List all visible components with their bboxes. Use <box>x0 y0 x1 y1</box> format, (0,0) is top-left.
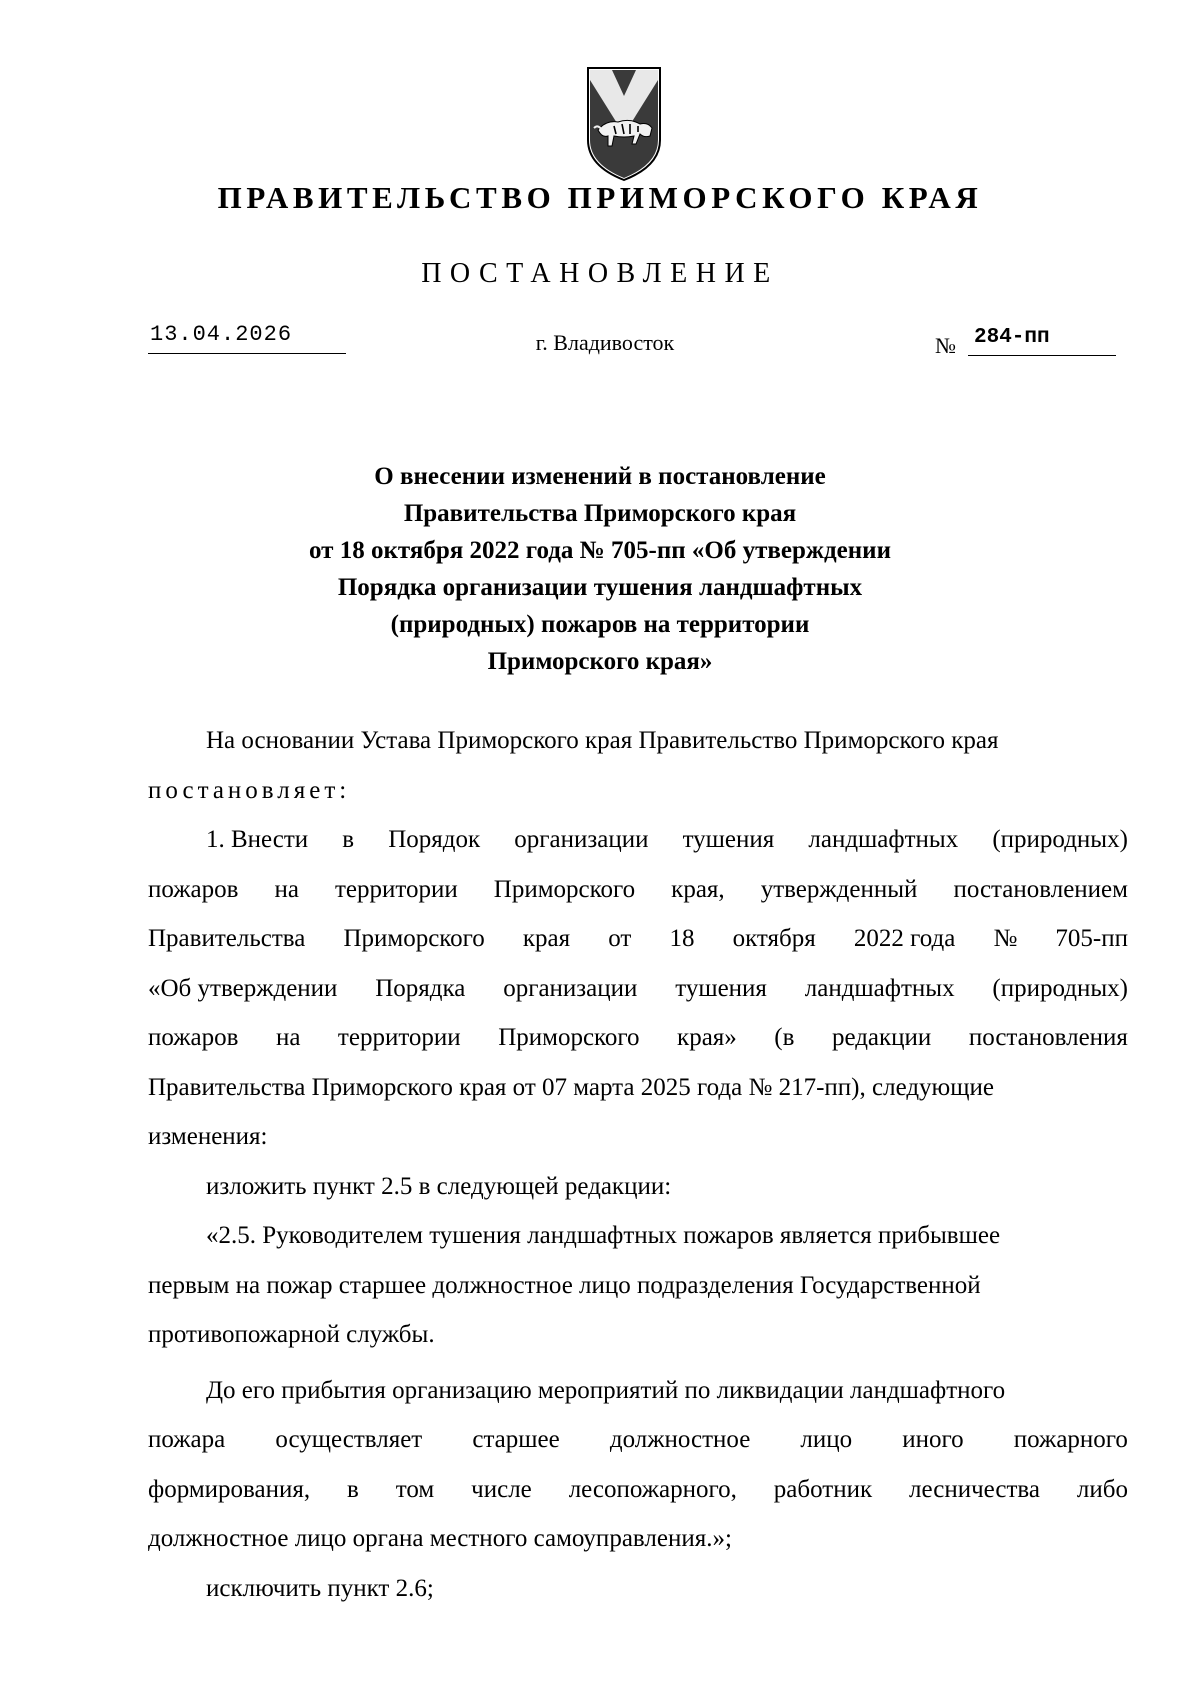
document-date: 13.04.2026 <box>148 322 346 354</box>
body-word: пожаров <box>148 1024 239 1051</box>
organization-title: ПРАВИТЕЛЬСТВО ПРИМОРСКОГО КРАЯ <box>217 180 983 215</box>
body-word: Порядка <box>375 974 466 1002</box>
body-word: края, <box>671 875 725 903</box>
body-line <box>148 1415 1128 1465</box>
body-word: лицо <box>800 1426 853 1453</box>
body-line <box>148 1013 1128 1063</box>
body-line: До его прибытия организацию мероприятий по ликвидации ландшафтного <box>206 1376 1006 1404</box>
body-line <box>148 964 1128 1014</box>
body-word: утвержденный <box>760 875 918 903</box>
body-word: работник <box>773 1475 873 1503</box>
document-body <box>148 716 1128 1613</box>
body-line <box>148 815 1128 865</box>
body-word: (в <box>774 1024 795 1051</box>
body-line: исключить пункт 2.6; <box>206 1574 434 1602</box>
body-line <box>148 1465 1128 1515</box>
body-word: в <box>347 1475 359 1503</box>
body-line: противопожарной службы. <box>148 1321 435 1348</box>
body-word: октября <box>732 925 816 952</box>
document-subject <box>0 458 1200 680</box>
body-word: осуществляет <box>275 1426 423 1453</box>
body-word: Правительства <box>148 925 306 952</box>
body-word: (природных) <box>992 974 1128 1002</box>
body-word: Приморского <box>498 1024 640 1051</box>
body-word: края» <box>677 1024 737 1051</box>
body-line: изменения: <box>148 1123 268 1150</box>
body-word: ландшафтных <box>808 826 959 853</box>
body-word: должностное <box>609 1426 751 1453</box>
body-word: 1. Внести <box>206 826 309 853</box>
body-word: Приморского <box>343 925 485 952</box>
body-word: 18 <box>669 925 695 952</box>
subject-line: Порядка организации тушения ландшафтных <box>337 574 863 601</box>
body-line: На основании Устава Приморского края Правительство Приморского края <box>206 727 999 754</box>
body-word: числе <box>471 1475 532 1503</box>
body-word: лесопожарного, <box>568 1475 737 1503</box>
body-word: пожарного <box>1013 1426 1128 1453</box>
body-word: лесничества <box>909 1475 1040 1503</box>
body-word: на <box>275 1024 301 1051</box>
body-word: организации <box>514 826 649 853</box>
body-word: постановлением <box>953 875 1128 903</box>
coat-of-arms-emblem <box>584 66 664 182</box>
body-word: от <box>608 925 632 952</box>
body-word: территории <box>337 1024 461 1051</box>
body-word: тушения <box>682 826 775 853</box>
body-line: «2.5. Руководителем тушения ландшафтных пожаров является прибывшее <box>206 1222 1001 1249</box>
document-number: 284-пп <box>968 326 1116 356</box>
body-line <box>148 914 1128 964</box>
body-word: (природных) <box>992 826 1128 853</box>
body-word: пожара <box>148 1426 226 1453</box>
body-line <box>148 865 1128 915</box>
body-line: изложить пункт 2.5 в следующей редакции: <box>206 1172 672 1200</box>
body-word: редакции <box>831 1024 932 1051</box>
document-type: ПОСТАНОВЛЕНИЕ <box>421 258 779 289</box>
body-word: 705-пп <box>1055 925 1128 952</box>
body-word: края <box>522 925 571 952</box>
body-word: организации <box>503 974 638 1002</box>
body-line: постановляет: <box>148 776 351 804</box>
body-word: Приморского <box>493 875 636 903</box>
body-word: тушения <box>675 974 767 1002</box>
body-word: в <box>342 826 355 853</box>
body-word: иного <box>902 1426 964 1453</box>
body-word: «Об утверждении <box>148 974 338 1002</box>
document-city: г. Владивосток <box>535 330 675 355</box>
subject-line: от 18 октября 2022 года № 705-пп «Об утверждении <box>309 537 891 564</box>
body-word: том <box>395 1475 435 1503</box>
body-word: либо <box>1076 1475 1128 1503</box>
body-word: № <box>993 925 1018 952</box>
body-word: старшее <box>472 1426 560 1453</box>
subject-line: Правительства Приморского края <box>403 500 797 527</box>
body-word: на <box>274 875 299 903</box>
body-word: постановления <box>968 1024 1128 1051</box>
body-word: Порядок <box>388 826 481 853</box>
body-word: 2022 года <box>853 925 956 952</box>
body-line: должностное лицо органа местного самоуправления.»; <box>148 1525 732 1552</box>
subject-line: О внесении изменений в постановление <box>374 463 826 490</box>
body-word: ландшафтных <box>804 974 955 1002</box>
body-word: пожаров <box>148 875 239 903</box>
body-line: первым на пожар старшее должностное лицо подразделения Государственной <box>148 1271 981 1299</box>
subject-line: Приморского края» <box>487 648 713 675</box>
body-line: Правительства Приморского края от 07 марта 2025 года № 217-пп), следующие <box>148 1073 994 1101</box>
subject-line: (природных) пожаров на территории <box>390 611 810 638</box>
number-label: № <box>935 333 956 358</box>
body-word: формирования, <box>148 1475 311 1503</box>
body-word: территории <box>334 875 458 903</box>
